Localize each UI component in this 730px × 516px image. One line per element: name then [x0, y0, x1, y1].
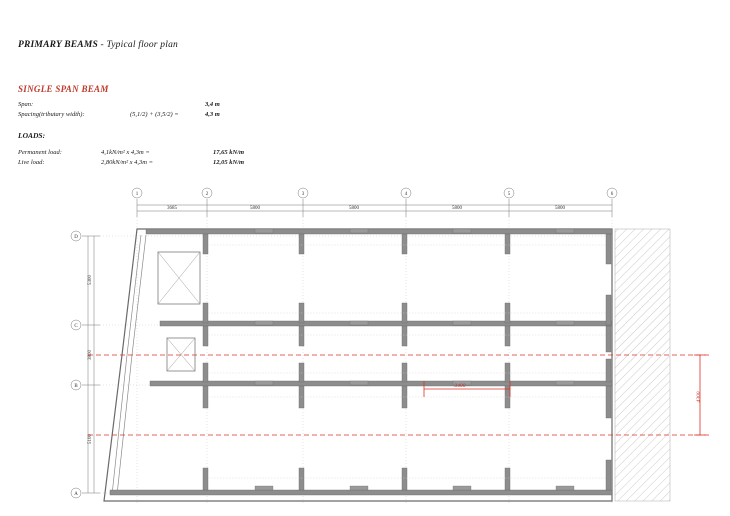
tributary-width-dimension: [694, 355, 706, 435]
spec-label: Spacing(tributary width):: [18, 111, 85, 118]
page-title-bold: PRIMARY BEAMS: [18, 40, 98, 50]
page-title: [18, 40, 438, 50]
left-facade-wall: [112, 235, 146, 495]
top-dimension-label: 5800: [555, 206, 565, 211]
load-equals: [178, 148, 213, 158]
grid-label-col: 3: [301, 192, 305, 197]
floor-plan-drawing: [0, 185, 730, 516]
columns: [203, 234, 611, 490]
top-dimension-label: 3685: [167, 206, 177, 211]
section-subtitle: SINGLE SPAN BEAM: [18, 84, 109, 94]
top-dimension-label: 5800: [349, 206, 359, 211]
spec-mid: (5,1/2) + (3,5/2) =: [130, 111, 179, 118]
spec-mid: [130, 100, 205, 110]
grid-label-row: A: [74, 492, 78, 497]
grid-label-col: 4: [404, 192, 408, 197]
beam-span-label: 3400: [454, 383, 466, 389]
grid-label-col: 1: [135, 192, 139, 197]
top-dimension-label: 5800: [452, 206, 462, 211]
core-stair-lower: [167, 338, 195, 371]
left-dimension-strip: [82, 236, 100, 493]
interior-divisions: [208, 245, 606, 478]
column-grid-markers: [132, 188, 617, 198]
grid-label-col: 6: [610, 192, 614, 197]
top-dimension-strip: [137, 199, 612, 217]
left-dimension-label: 5100: [88, 434, 93, 444]
load-value: 12,05 kN/m: [213, 159, 245, 166]
grid-label-col: 2: [205, 192, 209, 197]
grid-label-col: 5: [507, 192, 511, 197]
load-expression: 4,1kN/m² x 4,3m =: [101, 149, 150, 156]
load-value: 17,65 kN/m: [213, 149, 245, 156]
spec-value: 3,4 m: [205, 101, 220, 108]
grid-label-row: D: [74, 235, 78, 240]
spec-label: Span:: [18, 101, 34, 108]
tributary-width-label: 4300: [696, 391, 702, 403]
header-block: [18, 40, 438, 50]
loads-row: [18, 158, 244, 168]
load-label: Permanent load:: [18, 149, 62, 156]
spec-row: [18, 100, 220, 110]
spec-value: 4,3 m: [205, 111, 220, 118]
span-spec-table: [18, 100, 220, 120]
grid-label-row: C: [74, 324, 78, 329]
hatched-adjacent-zone: [615, 229, 670, 501]
spec-row: [18, 110, 220, 120]
row-grid-markers: [71, 231, 81, 498]
top-dimension-label: 5800: [250, 206, 260, 211]
left-dimension-label: 5300: [88, 275, 93, 285]
left-dimension-label: 3800: [88, 350, 93, 360]
grid-label-row: B: [74, 384, 78, 389]
load-expression: 2,80kN/m² x 4,3m =: [101, 159, 154, 166]
load-label: Live load:: [18, 159, 45, 166]
core-stair-upper: [158, 252, 200, 304]
loads-row: [18, 148, 244, 158]
page-title-rest: - Typical floor plan: [97, 40, 178, 50]
load-equals: [178, 158, 213, 168]
loads-heading: LOADS:: [18, 131, 46, 140]
loads-table: [18, 148, 244, 168]
